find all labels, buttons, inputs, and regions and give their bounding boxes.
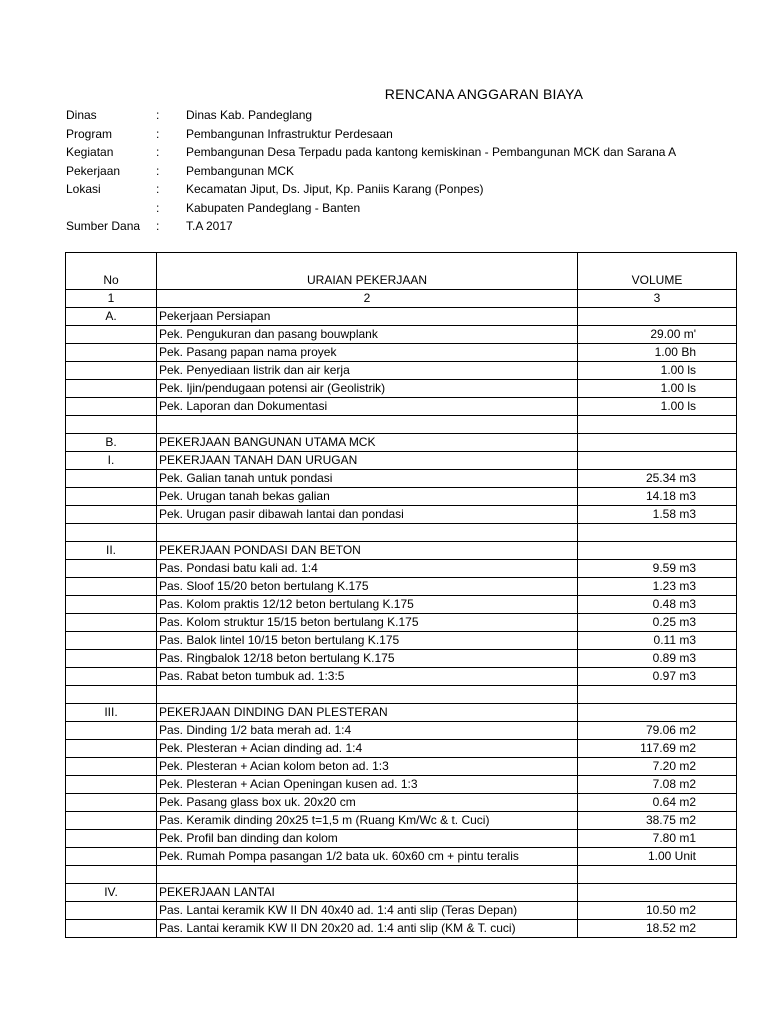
table-row <box>66 650 737 668</box>
row-volume: 0.48 m3 <box>578 596 737 614</box>
row-volume: 7.80 m1 <box>578 830 737 848</box>
row-no <box>66 560 157 578</box>
row-volume: 0.89 m3 <box>578 650 737 668</box>
row-no: A. <box>66 308 157 326</box>
table-row <box>66 542 737 560</box>
header-label: Program <box>66 126 113 141</box>
header-colon: : <box>156 200 160 215</box>
row-volume: 1.00 Unit <box>578 848 737 866</box>
row-volume: 38.75 m2 <box>578 812 737 830</box>
row-uraian: Pek. Penyediaan listrik dan air kerja <box>157 362 578 380</box>
row-volume: 117.69 m2 <box>578 740 737 758</box>
row-uraian <box>157 416 578 434</box>
row-uraian: PEKERJAAN DINDING DAN PLESTERAN <box>157 704 578 722</box>
row-volume <box>578 524 737 542</box>
row-no <box>66 470 157 488</box>
row-uraian: Pekerjaan Persiapan <box>157 308 578 326</box>
row-volume: 1.23 m3 <box>578 578 737 596</box>
table-row <box>66 794 737 812</box>
row-uraian: Pek. Urugan pasir dibawah lantai dan pondasi <box>157 506 578 524</box>
row-no <box>66 740 157 758</box>
row-uraian: Pas. Balok lintel 10/15 beton bertulang K.175 <box>157 632 578 650</box>
row-no <box>66 668 157 686</box>
row-uraian: Pas. Lantai keramik KW II DN 40x40 ad. 1:4 anti slip (Teras Depan) <box>157 902 578 920</box>
row-volume: 0.64 m2 <box>578 794 737 812</box>
row-no <box>66 488 157 506</box>
header-colon: : <box>156 182 160 196</box>
table-column-number-row <box>66 290 737 308</box>
row-no <box>66 812 157 830</box>
row-uraian <box>157 866 578 884</box>
row-no <box>66 380 157 398</box>
row-no <box>66 848 157 866</box>
row-no <box>66 578 157 596</box>
row-uraian: PEKERJAAN TANAH DAN URUGAN <box>157 452 578 470</box>
column-header-no: No <box>66 253 157 290</box>
table-row <box>66 722 737 740</box>
row-volume <box>578 542 737 560</box>
row-no <box>66 794 157 812</box>
header-label: Pekerjaan <box>66 163 121 178</box>
row-no <box>66 866 157 884</box>
row-volume: 7.08 m2 <box>578 776 737 794</box>
row-volume: 9.59 m3 <box>578 560 737 578</box>
row-uraian: Pek. Profil ban dinding dan kolom <box>157 830 578 848</box>
row-volume <box>578 434 737 452</box>
header-label: Lokasi <box>66 182 101 196</box>
row-volume: 1.58 m3 <box>578 506 737 524</box>
row-no <box>66 614 157 632</box>
row-uraian: Pas. Kolom praktis 12/12 beton bertulang K.175 <box>157 596 578 614</box>
table-row <box>66 632 737 650</box>
row-no <box>66 362 157 380</box>
row-volume <box>578 452 737 470</box>
row-uraian: Pek. Pasang glass box uk. 20x20 cm <box>157 794 578 812</box>
row-uraian: Pek. Pasang papan nama proyek <box>157 344 578 362</box>
row-volume: 1.00 ls <box>578 362 737 380</box>
row-uraian <box>157 524 578 542</box>
row-no <box>66 416 157 434</box>
row-uraian: Pas. Lantai keramik KW II DN 20x20 ad. 1:4 anti slip (KM & T. cuci) <box>157 920 578 938</box>
row-volume <box>578 866 737 884</box>
row-volume: 1.00 Bh <box>578 344 737 362</box>
table-row <box>66 920 737 938</box>
header-colon: : <box>156 219 160 233</box>
row-volume: 25.34 m3 <box>578 470 737 488</box>
row-uraian: PEKERJAAN PONDASI DAN BETON <box>157 542 578 560</box>
table-row <box>66 866 737 884</box>
table-row <box>66 344 737 362</box>
row-uraian: Pek. Rumah Pompa pasangan 1/2 bata uk. 60x60 cm + pintu teralis <box>157 848 578 866</box>
column-header-volume: VOLUME <box>578 253 737 290</box>
table-row <box>66 686 737 704</box>
row-no <box>66 596 157 614</box>
row-uraian: Pas. Kolom struktur 15/15 beton bertulang K.175 <box>157 614 578 632</box>
row-no <box>66 902 157 920</box>
table-row <box>66 812 737 830</box>
row-no <box>66 830 157 848</box>
table-row <box>66 398 737 416</box>
row-volume <box>578 704 737 722</box>
row-volume <box>578 308 737 326</box>
column-number-2: 2 <box>157 290 578 308</box>
header-value: Pembangunan Desa Terpadu pada kantong kemiskinan - Pembangunan MCK dan Sarana A <box>186 145 677 159</box>
table-row <box>66 776 737 794</box>
row-no: I. <box>66 452 157 470</box>
row-no <box>66 920 157 938</box>
row-volume: 0.11 m3 <box>578 632 737 650</box>
row-uraian: Pek. Ijin/pendugaan potensi air (Geolistrik) <box>157 380 578 398</box>
row-no <box>66 398 157 416</box>
row-uraian: Pek. Plesteran + Acian Openingan kusen ad. 1:3 <box>157 776 578 794</box>
row-volume: 1.00 ls <box>578 380 737 398</box>
row-no: B. <box>66 434 157 452</box>
table-row <box>66 470 737 488</box>
document-title: RENCANA ANGGARAN BIAYA <box>384 86 584 102</box>
table-row <box>66 326 737 344</box>
row-no <box>66 776 157 794</box>
row-uraian: Pek. Galian tanah untuk pondasi <box>157 470 578 488</box>
table-row <box>66 578 737 596</box>
header-colon: : <box>156 163 160 178</box>
row-uraian: Pek. Laporan dan Dokumentasi <box>157 398 578 416</box>
row-uraian <box>157 686 578 704</box>
header-colon: : <box>156 108 160 122</box>
table-row <box>66 830 737 848</box>
table-row <box>66 758 737 776</box>
row-volume: 0.25 m3 <box>578 614 737 632</box>
column-number-3: 3 <box>578 290 737 308</box>
row-volume <box>578 686 737 704</box>
table-row <box>66 434 737 452</box>
header-colon: : <box>156 126 160 141</box>
header-value: T.A 2017 <box>186 219 233 233</box>
row-no <box>66 632 157 650</box>
table-row <box>66 668 737 686</box>
row-uraian: Pas. Sloof 15/20 beton bertulang K.175 <box>157 578 578 596</box>
table-row <box>66 308 737 326</box>
row-volume: 79.06 m2 <box>578 722 737 740</box>
header-value: Kabupaten Pandeglang - Banten <box>186 200 361 215</box>
row-uraian: Pek. Plesteran + Acian kolom beton ad. 1:3 <box>157 758 578 776</box>
row-volume: 0.97 m3 <box>578 668 737 686</box>
row-uraian: Pas. Keramik dinding 20x25 t=1,5 m (Ruang Km/Wc & t. Cuci) <box>157 812 578 830</box>
row-no <box>66 758 157 776</box>
row-uraian: PEKERJAAN LANTAI <box>157 884 578 902</box>
row-uraian: Pek. Plesteran + Acian dinding ad. 1:4 <box>157 740 578 758</box>
row-uraian: Pas. Pondasi batu kali ad. 1:4 <box>157 560 578 578</box>
header-label: Sumber Dana <box>66 219 141 233</box>
table-row <box>66 506 737 524</box>
table-row <box>66 488 737 506</box>
table-row <box>66 524 737 542</box>
table-row <box>66 380 737 398</box>
header-value: Pembangunan Infrastruktur Perdesaan <box>186 126 393 141</box>
table-row <box>66 416 737 434</box>
row-uraian: Pek. Urugan tanah bekas galian <box>157 488 578 506</box>
row-no <box>66 650 157 668</box>
header-label: Kegiatan <box>66 145 114 159</box>
column-header-uraian: URAIAN PEKERJAAN <box>157 253 578 290</box>
row-uraian: Pas. Rabat beton tumbuk ad. 1:3:5 <box>157 668 578 686</box>
row-no: III. <box>66 704 157 722</box>
row-uraian: Pas. Ringbalok 12/18 beton bertulang K.175 <box>157 650 578 668</box>
header-value: Dinas Kab. Pandeglang <box>186 108 313 122</box>
table-row <box>66 560 737 578</box>
table-row <box>66 740 737 758</box>
table-row <box>66 362 737 380</box>
row-no: IV. <box>66 884 157 902</box>
row-no <box>66 506 157 524</box>
row-no <box>66 326 157 344</box>
row-no: II. <box>66 542 157 560</box>
budget-table <box>65 252 737 938</box>
header-colon: : <box>156 145 160 159</box>
table-row <box>66 848 737 866</box>
row-volume: 29.00 m' <box>578 326 737 344</box>
row-uraian: Pas. Dinding 1/2 bata merah ad. 1:4 <box>157 722 578 740</box>
table-header-row <box>66 253 737 290</box>
table-row <box>66 884 737 902</box>
row-volume: 18.52 m2 <box>578 920 737 938</box>
row-no <box>66 524 157 542</box>
header-label: Dinas <box>66 108 97 122</box>
row-volume: 10.50 m2 <box>578 902 737 920</box>
table-row <box>66 704 737 722</box>
table-row <box>66 452 737 470</box>
row-no <box>66 344 157 362</box>
row-uraian: Pek. Pengukuran dan pasang bouwplank <box>157 326 578 344</box>
row-volume: 14.18 m3 <box>578 488 737 506</box>
row-uraian: PEKERJAAN BANGUNAN UTAMA MCK <box>157 434 578 452</box>
table-row <box>66 596 737 614</box>
row-volume <box>578 416 737 434</box>
column-number-1: 1 <box>66 290 157 308</box>
header-value: Kecamatan Jiput, Ds. Jiput, Kp. Paniis Karang (Ponpes) <box>186 182 484 196</box>
row-volume <box>578 884 737 902</box>
header-value: Pembangunan MCK <box>186 163 295 178</box>
table-row <box>66 902 737 920</box>
row-no <box>66 722 157 740</box>
row-no <box>66 686 157 704</box>
row-volume: 1.00 ls <box>578 398 737 416</box>
table-row <box>66 614 737 632</box>
row-volume: 7.20 m2 <box>578 758 737 776</box>
